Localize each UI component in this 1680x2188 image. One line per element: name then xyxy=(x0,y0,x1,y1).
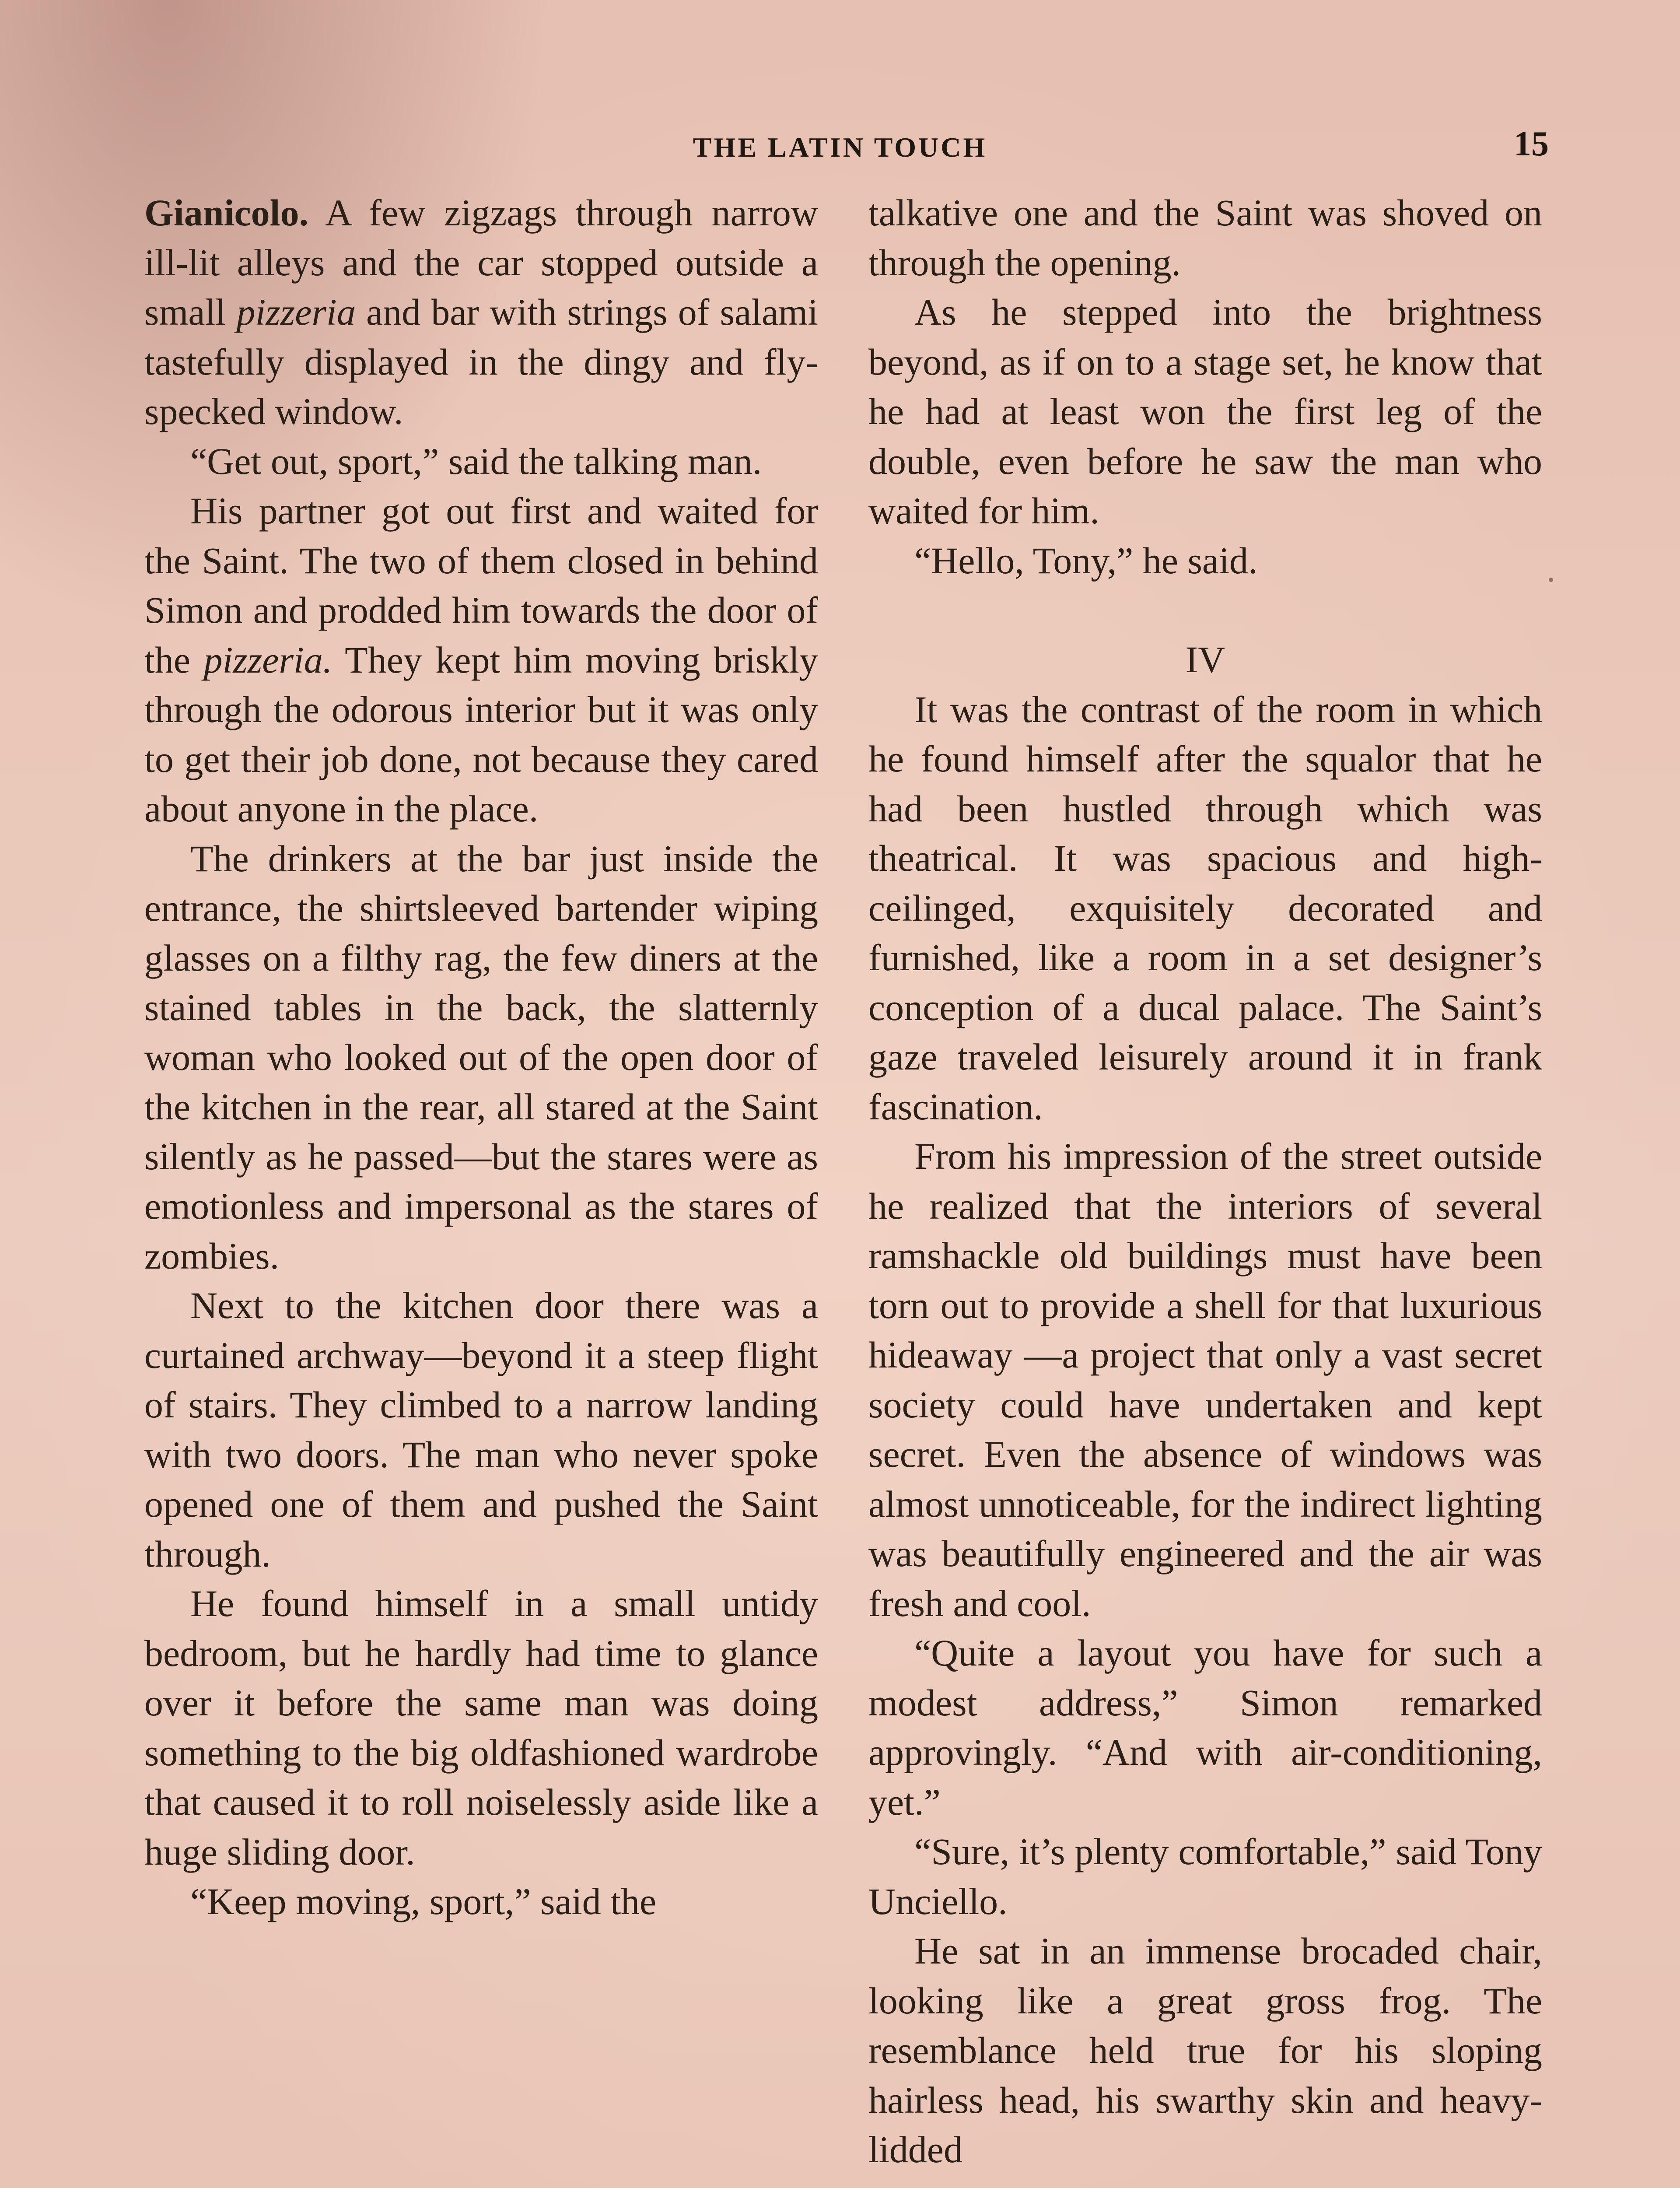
text-run: A few zigzags through narrow ill-lit alleys and the car stopped outside a small xyxy=(144,192,818,333)
right-column xyxy=(868,188,1542,2175)
paragraph: He sat in an immense brocaded chair, looking like a great gross frog. The resemblance held true for his sloping hairless head, his swarthy skin and heavy-lidded xyxy=(868,1930,1542,2170)
italic-term: pizzeria xyxy=(236,291,356,333)
paragraph: “Hello, Tony,” he said. xyxy=(914,539,1258,582)
paragraph: “Quite a layout you have for such a modest address,” Simon remarked approvingly. “And with air-conditioning, yet.” xyxy=(868,1632,1542,1823)
page-number: 15 xyxy=(1514,125,1549,163)
paragraph: He found himself in a small untidy bedroom, but he hardly had time to glance over it before the same man was doing something to the big oldfashioned wardrobe that caused it to roll noiselessly aside like a huge sliding door. xyxy=(144,1582,818,1873)
paragraph: “Sure, it’s plenty comfortable,” said Tony Unciello. xyxy=(868,1830,1542,1922)
text-run: His partner got out first and waited for the Saint. The two of them closed in behind Simon and prodded him towards the door of the xyxy=(144,490,818,681)
paragraph: “Keep moving, sport,” said the xyxy=(190,1880,657,1922)
paragraph: Next to the kitchen door there was a curtained archway—beyond it a steep flight of stairs. They climbed to a narrow landing with two doors. The man who never spoke opened one of them and pushed the Saint through. xyxy=(144,1284,818,1575)
paragraph xyxy=(144,486,818,834)
running-head-title: THE LATIN TOUCH xyxy=(693,132,987,163)
paragraph xyxy=(144,188,818,437)
paragraph: talkative one and the Saint was shoved on through the opening. xyxy=(868,192,1542,284)
paragraph: As he stepped into the brightness beyond, as if on to a stage set, he know that he had at least won the first leg of the double, even before he saw the man who waited for him. xyxy=(868,291,1542,532)
paragraph: “Get out, sport,” said the talking man. xyxy=(190,440,762,482)
section-heading: IV xyxy=(1185,638,1225,680)
paper-speck xyxy=(1549,578,1553,582)
paragraph: It was the contrast of the room in which he found himself after the squalor that he had been hustled through which was theatrical. It was spacious and high-ceilinged, exquisitely decorated and furnished, like a room in a set designer’s conception of a ducal palace. The Saint’s gaze traveled leisurely around it in frank fascination. xyxy=(868,688,1542,1128)
left-column xyxy=(144,188,818,1927)
paragraph: The drinkers at the bar just inside the entrance, the shirtsleeved bartender wiping glasses on a filthy rag, the few diners at the stained tables in the back, the slatternly woman who looked out of the open door of the kitchen in the rear, all stared at the Saint silently as he passed—but the stares were as emotionless and impersonal as the stares of zombies. xyxy=(144,837,818,1277)
italic-term: pizzeria. xyxy=(203,638,332,681)
text-run: They kept him moving briskly through the odorous interior but it was only to get their job done, not because they cared about anyone in the place. xyxy=(144,638,818,830)
lead-word: Gianicolo. xyxy=(144,192,309,234)
text-run: and bar with strings of salami tastefully displayed in the dingy and fly-specked window. xyxy=(144,291,818,432)
paragraph: From his impression of the street outside he realized that the interiors of several ramshackle old buildings must have been torn out to provide a shell for that luxurious hideaway —a project that only a vast secret society could have undertaken and kept secret. Even the absence of windows was almost unnoticeable, for the indirect lighting was beautifully engineered and the air was fresh and cool. xyxy=(868,1135,1542,1624)
